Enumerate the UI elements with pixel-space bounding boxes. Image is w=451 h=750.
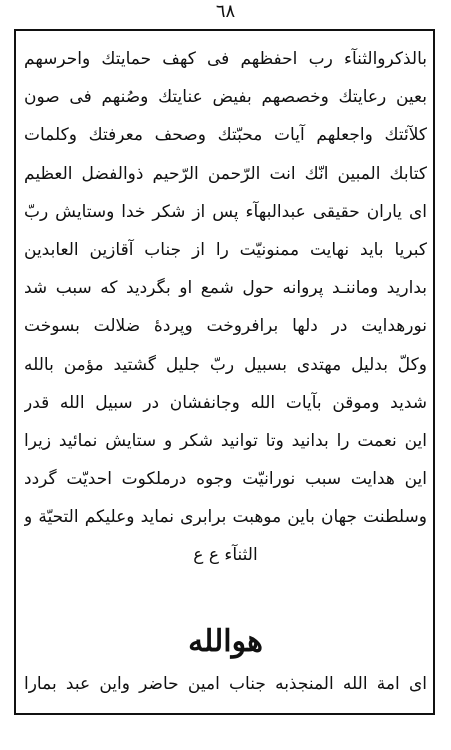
text-line-11: این نعمت را بدانید وتا توانید شکر و ستایش نمائید زیرا — [24, 430, 427, 451]
invocation-heading: هوالله — [188, 624, 263, 659]
text-line-10: شدید وموقن بآیات الله وجانفشان در سبیل الله قدر — [24, 392, 427, 413]
text-line-1: بالذکروالثنآء رب احفظهم فی کهف حمایتك واحرسهم — [24, 49, 427, 69]
text-line-14-signature: الثنآء ع ع — [193, 545, 258, 566]
text-line-3: کلآئتك واجعلهم آیات محبّتك وصحف معرفتك وکلمات — [24, 125, 427, 146]
text-line-9: وکلّ بدلیل مهتدی بسبیل ربّ جلیل گشتید مؤمن بالله — [24, 354, 427, 375]
text-line-8: نورهدایت در دلها برافروخت وپردهٔ ضلالت بسوخت — [24, 316, 427, 337]
text-line-4: کتابك المبین انّك انت الرّحمن الرّحیم ذوالفضل العظیم — [24, 163, 427, 184]
text-line-12: این هدایت سبب نورانیّت وجوه درملکوت احدیّت گردد — [24, 469, 427, 490]
page-number: ٦٨ — [215, 1, 236, 22]
next-tablet-opening-line: ای امة الله المنجذبه جناب امین حاضر واین عبد بمارا — [24, 674, 427, 694]
text-line-7: بدارید وماننـد پروانه حول شمع او بگردید که سبب شد — [24, 278, 427, 299]
text-line-6: کبریا باید نهایت ممنونیّت را از جناب آقازین العابدین — [24, 239, 427, 260]
tablet-text-block — [24, 40, 427, 575]
text-line-13: وسلطنت جهان باین موهبت برابری نماید وعلیکم التحیّة و — [24, 507, 427, 528]
text-line-2: بعین رعایتك وخصصهم بفیض عنایتك وصُنهم فی صون — [24, 87, 427, 108]
text-line-5: ای یاران حقیقی عبدالبهآء پس از شکر خدا وستایش ربّ — [24, 201, 427, 222]
